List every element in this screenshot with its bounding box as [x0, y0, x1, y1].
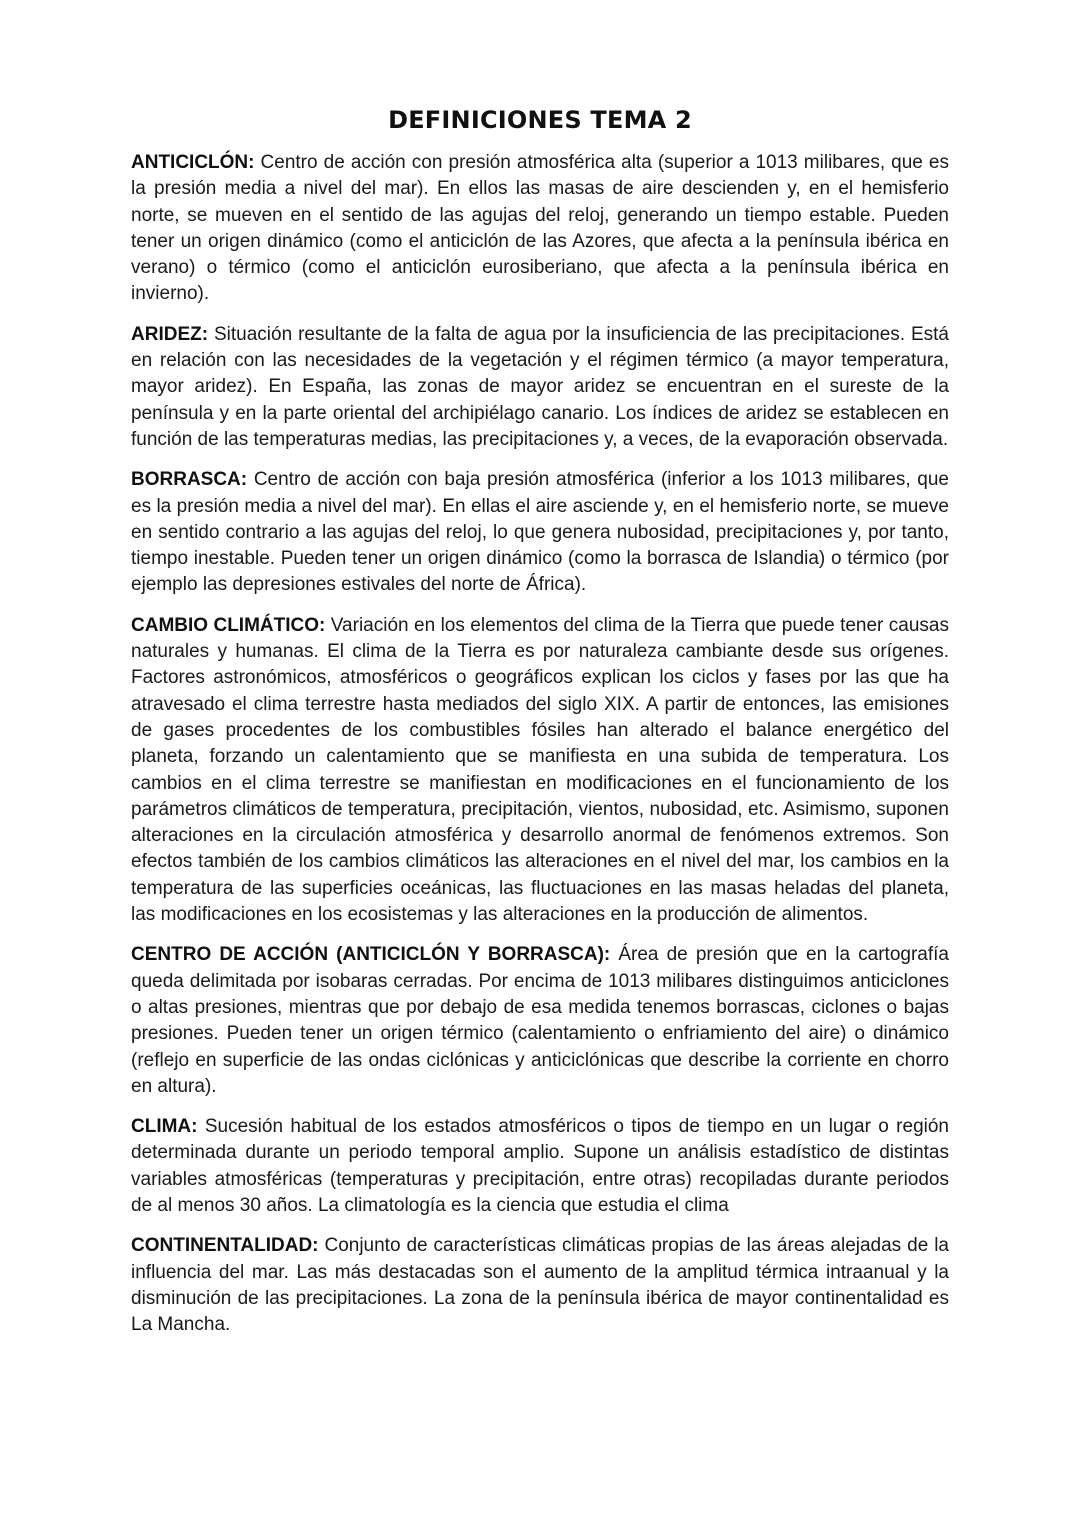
definition-term: BORRASCA: — [131, 469, 248, 491]
definition-term: CONTINENTALIDAD: — [131, 1235, 319, 1257]
definition-term: ARIDEZ: — [131, 323, 209, 345]
definition-term: CENTRO DE ACCIÓN (ANTICICLÓN Y BORRASCA): — [131, 944, 611, 966]
document-page — [131, 106, 949, 1352]
definition-entry-continentalidad — [131, 1233, 949, 1338]
definition-term: ANTICICLÓN: — [131, 152, 255, 173]
definition-entry-aridez — [131, 322, 949, 453]
definition-term: CAMBIO CLIMÁTICO: — [131, 614, 326, 636]
definition-text: Conjunto de características climáticas propias de las áreas alejadas de la influencia del mar. Las más destacadas son el aumento de la amplitud térmica intraanual y la disminución de las precipitaciones. La zona de la península ibérica de mayor continentalidad es La Mancha. — [131, 1235, 949, 1336]
definition-text: Área de presión que en la cartografía queda delimitada por isobaras cerradas. Por encima de 1013 milibares distinguimos anticiclones o altas presiones, mientras que por debajo de esa medida tenemos borrascas, ciclones o bajas presiones. Pueden tener un origen térmico (calentamiento o enfriamiento del aire) o dinámico (reflejo en superficie de las ondas ciclónicas y anticiclónicas que describe la corriente en chorro en altura). — [131, 944, 949, 1097]
definition-text: Centro de acción con presión atmosférica alta (superior a 1013 milibares, que es la presión media a nivel del mar). En ellos las masas de aire descienden y, en el hemisferio norte, se mueven en el sentido de las agujas del reloj, generando un tiempo estable. Pueden tener un origen dinámico (como el anticiclón de las Azores, que afecta a la península ibérica en verano) o térmico (como el anticiclón eurosiberiano, que afecta a la península ibérica en invierno). — [131, 152, 949, 305]
definition-text: Centro de acción con baja presión atmosférica (inferior a los 1013 milibares, que es la presión media a nivel del mar). En ellas el aire asciende y, en el hemisferio norte, se mueve en sentido contrario a las agujas del reloj, lo que genera nubosidad, precipitaciones y, por tanto, tiempo inestable. Pueden tener un origen dinámico (como la borrasca de Islandia) o térmico (por ejemplo las depresiones estivales del norte de África). — [131, 469, 950, 596]
definition-entry-anticiclon — [131, 150, 949, 308]
definition-entry-borrasca — [131, 467, 949, 598]
definition-text: Situación resultante de la falta de agua por la insuficiencia de las precipitaciones. Está en relación con las necesidades de la vegetación y el régimen térmico (a mayor temperatura, mayor aridez). En España, las zonas de mayor aridez se encuentran en el sureste de la península y en la parte oriental del archipiélago canario. Los índices de aridez se establecen en función de las temperaturas medias, las precipitaciones y, a veces, de la evaporación observada. — [131, 323, 949, 450]
definition-term: CLIMA: — [131, 1116, 198, 1138]
page-title: DEFINICIONES TEMA 2 — [388, 106, 692, 134]
definition-entry-clima — [131, 1114, 949, 1219]
definition-entry-centro-de-accion — [131, 942, 949, 1100]
definition-text: Variación en los elementos del clima de la Tierra que puede tener causas naturales y humanas. El clima de la Tierra es por naturaleza cambiante desde sus orígenes. Factores astronómicos, atmosféricos o geográficos explican los ciclos y fases por las que ha atravesado el clima terrestre hasta mediados del siglo XIX. A partir de entonces, las emisiones de gases procedentes de los combustibles fósiles han alterado el balance energético del planeta, forzando un calentamiento que se manifiesta en una subida de temperatura. Los cambios en el clima terrestre se manifiestan en modificaciones en el funcionamiento de los parámetros climáticos de temperatura, precipitación, vientos, nubosidad, etc. Asimismo, suponen alteraciones en la circulación atmosférica y desarrollo anormal de fenómenos extremos. Son efectos también de los cambios climáticos las alteraciones en el nivel del mar, los cambios en la temperatura de las superficies oceánicas, las fluctuaciones en las masas heladas del planeta, las modificaciones en los ecosistemas y las alteraciones en la producción de alimentos. — [131, 614, 950, 926]
definition-entry-cambio-climatico — [131, 613, 949, 929]
definition-text: Sucesión habitual de los estados atmosféricos o tipos de tiempo en un lugar o región determinada durante un periodo temporal amplio. Supone un análisis estadístico de distintas variables atmosféricas (temperaturas y precipitación, entre otras) recopiladas durante periodos de al menos 30 años. La climatología es la ciencia que estudia el clima — [131, 1116, 949, 1216]
